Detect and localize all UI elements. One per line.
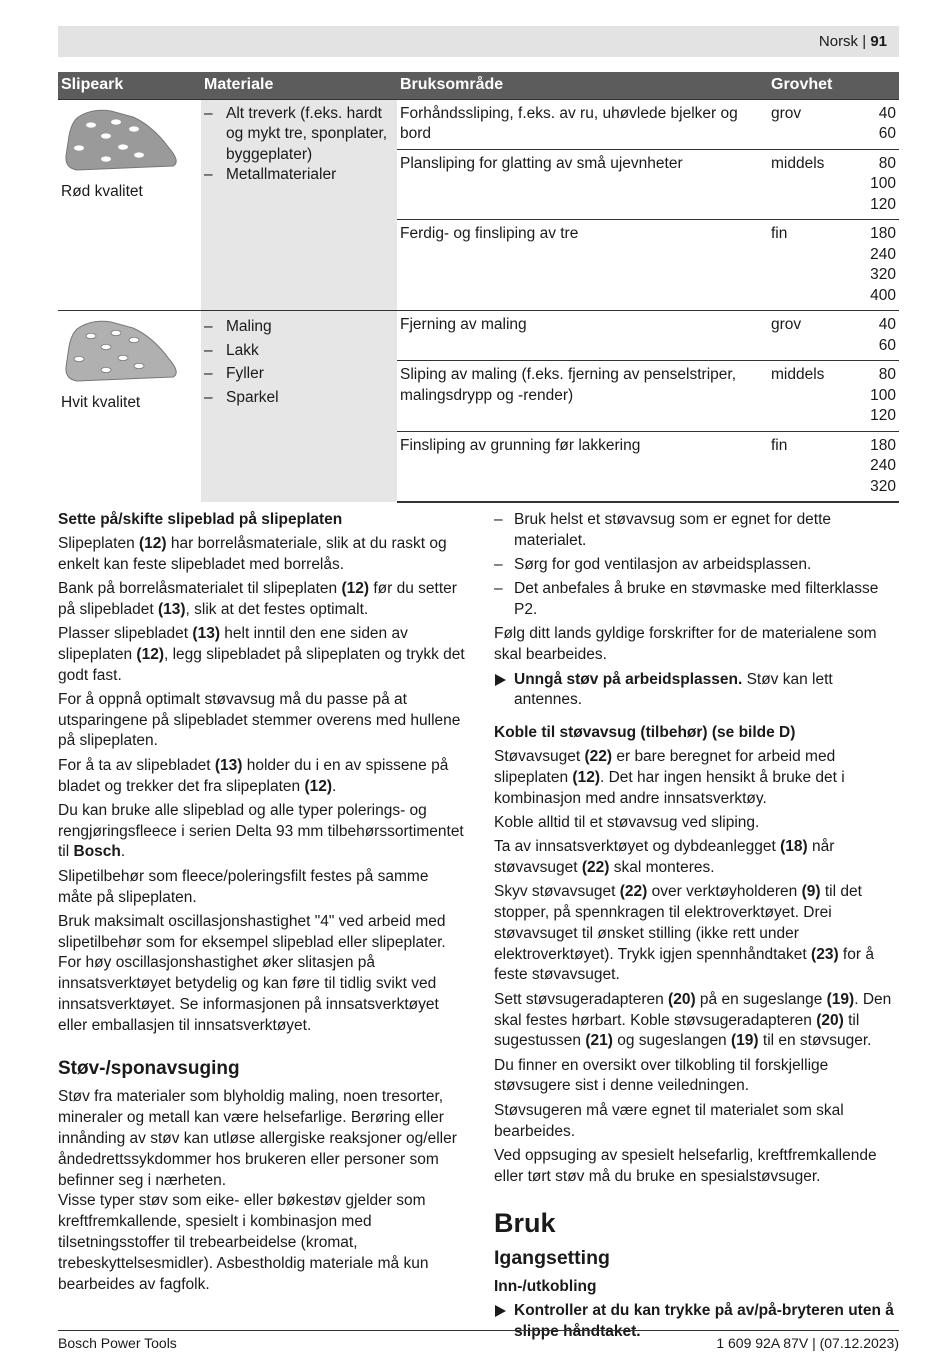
footer-divider — [58, 1330, 899, 1331]
material-item: – Alt treverk (f.eks. hardt og mykt tre, sponplater, byggeplater) — [204, 104, 388, 163]
use-cell: Fjerning av maling — [397, 311, 768, 361]
footer-brand: Bosch Power Tools — [58, 1335, 177, 1351]
use-cell: Finsliping av grunning før lakkering — [397, 431, 768, 502]
table-row — [58, 311, 899, 361]
list-item: – Bruk helst et støvavsug som er egnet for dette materialet. — [494, 511, 832, 549]
paragraph: Plasser slipebladet (13) helt inntil den ene siden av slipeplaten (12), legg slipebladet på slipeplaten og trykk det godt fast. — [58, 624, 465, 684]
grit-cell: 180 240 320 — [843, 431, 899, 502]
use-cell: Plansliping for glatting av små ujevnheter — [397, 149, 768, 220]
triangular-sanding-sheet-icon — [61, 317, 189, 387]
paragraph: Støv fra materialer som blyholdig maling, noen tresorter, mineraler og metall kan være helsefarlige. Berøring eller innånding av støv kan utløse allergiske reaksjoner og/eller åndedrettssykdommer hos brukeren eller personer som befinner seg i nærheten. Visse typer støv som eike- eller bøkestøv gjelder som kreftfremkallende, spesielt i kombinasjon med tilsetningsstoffer til trebearbeidelse (kromat, trebeskyttelsesmidler). Asbestholdig materiale må kun bearbeides av fagfolk. — [58, 1088, 457, 1293]
paragraph: Ved oppsuging av spesielt helsefarlig, kreftfremkallende eller tørt støv må du bruke en spesialstøvsuger. — [494, 1146, 877, 1185]
grade-cell: fin — [768, 220, 843, 311]
paragraph: Ta av innsatsverktøyet og dybdeanlegget (18) når støvavsuget (22) skal monteres. — [494, 838, 835, 876]
material-item: – Lakk — [204, 341, 259, 359]
table-row — [58, 99, 899, 149]
paragraph: Støvsugeren må være egnet til materialet som skal bearbeides. — [494, 1101, 844, 1140]
paragraph: Skyv støvavsuget (22) over verktøyholderen (9) til det stopper, på spennkragen til elektroverktøyet. Drei støvavsuget til ønsket stilling (ikke rett under elektroverktøyet). Trykk igjen spennhåndtaket (23) for å feste støvavsuget. — [494, 883, 874, 984]
paragraph: Sett støvsugeradapteren (20) på en sugeslange (19). Den skal festes hørbart. Koble støvsugeradapteren (20) til sugestussen (21) og sugeslangen (19) til en støvsuger. — [494, 990, 892, 1050]
quality-label: Rød kvalitet — [61, 182, 143, 200]
use-cell: Forhåndssliping, f.eks. av ru, uhøvlede bjelker og bord — [397, 99, 768, 149]
use-cell: Sliping av maling (f.eks. fjerning av penselstriper, malingsdrypp og -render) — [397, 361, 768, 432]
paragraph: Slipeplaten (12) har borrelåsmateriale, slik at du raskt og enkelt kan feste slipebladet med borrelås. — [58, 534, 447, 573]
paragraph: Du kan bruke alle slipeblad og alle typer polerings- og rengjøringsfleece i serien Delta 93 mm tilbehørssortimentet til Bosch. — [58, 801, 464, 861]
sheet-cell — [58, 99, 201, 311]
page-header-bar — [58, 26, 899, 57]
list-item: – Det anbefales å bruke en støvmaske med filterklasse P2. — [494, 580, 879, 619]
use-cell: Ferdig- og finsliping av tre — [397, 220, 768, 311]
section-title-dust-extraction: Støv-/sponavsuging — [58, 1057, 240, 1079]
material-item: – Sparkel — [204, 388, 279, 406]
material-cell — [201, 99, 397, 311]
header-separator: | — [862, 33, 867, 50]
left-column — [58, 510, 465, 1299]
quality-label: Hvit kvalitet — [61, 394, 141, 411]
grade-cell: grov — [768, 311, 843, 361]
grit-cell: 40 60 — [843, 99, 899, 149]
table-header-row — [58, 72, 899, 99]
grit-cell: 40 60 — [843, 311, 899, 361]
col-header-sheet: Slipeark — [58, 72, 201, 99]
sheet-cell — [58, 311, 201, 503]
material-item: – Fyller — [204, 365, 264, 382]
page-number: 91 — [870, 33, 887, 50]
col-header-grit: Grovhet — [768, 72, 899, 99]
sanding-sheet-table — [58, 72, 899, 503]
section-title-sanding-sheet: Sette på/skifte slipeblad på slipeplaten — [58, 511, 343, 528]
paragraph: Slipetilbehør som fleece/poleringsfilt festes på samme måte på slipeplaten. — [58, 867, 429, 906]
paragraph: For å ta av slipebladet (13) holder du i en av spissene på bladet og trekker det fra slipeplaten (12). — [58, 756, 449, 795]
paragraph: For å oppnå optimalt støvavsug må du passe på at utsparingene på slipebladet stemmer overens med hullene på slipeplaten. — [58, 690, 461, 750]
footer-doc-number: 1 609 92A 87V | (07.12.2023) — [716, 1335, 899, 1351]
warning-item: Kontroller at du kan trykke på av/på-bryteren uten å slippe håndtaket. — [494, 1301, 899, 1343]
chapter-title-bruk: Bruk — [494, 1208, 556, 1239]
paragraph: Bruk maksimalt oscillasjonshastighet "4" ved arbeid med slipetilbehør som for eksempel slipeblad eller slipeplater. For høy oscillasjonshastighet øker slitasjen på innsatsverktøyet betydelig og kan føre til tidlig svikt ved innsatsverktøyet. Se informasjonen på innsatsverktøyet eller emballasjen til innsatsverktøyet. — [58, 912, 446, 1034]
grade-cell: middels — [768, 361, 843, 432]
subsection-title-on-off: Inn-/utkobling — [494, 1278, 597, 1295]
material-cell — [201, 311, 397, 503]
triangular-sanding-sheet-icon — [61, 106, 189, 176]
grit-cell: 180 240 320 400 — [843, 220, 899, 311]
grit-cell: 80 100 120 — [843, 149, 899, 220]
section-title-connect-dust: Koble til støvavsug (tilbehør) (se bilde D) — [494, 724, 796, 742]
col-header-use: Bruksområde — [397, 72, 768, 99]
header-language: Norsk — [818, 33, 859, 50]
grade-cell: middels — [768, 149, 843, 220]
page-header — [819, 33, 887, 50]
material-item: – Maling — [204, 318, 272, 335]
section-title-igangsetting: Igangsetting — [494, 1247, 610, 1270]
triangle-bullet-icon — [495, 674, 506, 686]
grade-cell: fin — [768, 431, 843, 502]
list-item: – Sørg for god ventilasjon av arbeidsplassen. — [494, 556, 812, 574]
paragraph: Støvavsuget (22) er bare beregnet for arbeid med slipeplaten (12). Det har ingen hensikt å bruke det i kombinasjon med andre innsatsverktøy. — [494, 747, 845, 807]
triangle-bullet-icon — [495, 1305, 506, 1317]
col-header-material: Materiale — [201, 72, 397, 99]
paragraph: Bank på borrelåsmaterialet til slipeplaten (12) før du setter på slipebladet (13), slik at det festes optimalt. — [58, 579, 457, 618]
paragraph: Følg ditt lands gyldige forskrifter for de materialene som skal bearbeides. — [494, 625, 877, 664]
right-column — [494, 510, 899, 1346]
warning-item: Unngå støv på arbeidsplassen. Støv kan lett antennes. — [494, 670, 899, 712]
material-item: – Metallmaterialer — [204, 166, 337, 183]
paragraph: Du finner en oversikt over tilkobling til forskjellige støvsugere sist i denne veiledningen. — [494, 1056, 829, 1095]
grade-cell: grov — [768, 99, 843, 149]
grit-cell: 80 100 120 — [843, 361, 899, 432]
paragraph: Koble alltid til et støvavsug ved sliping. — [494, 813, 760, 831]
